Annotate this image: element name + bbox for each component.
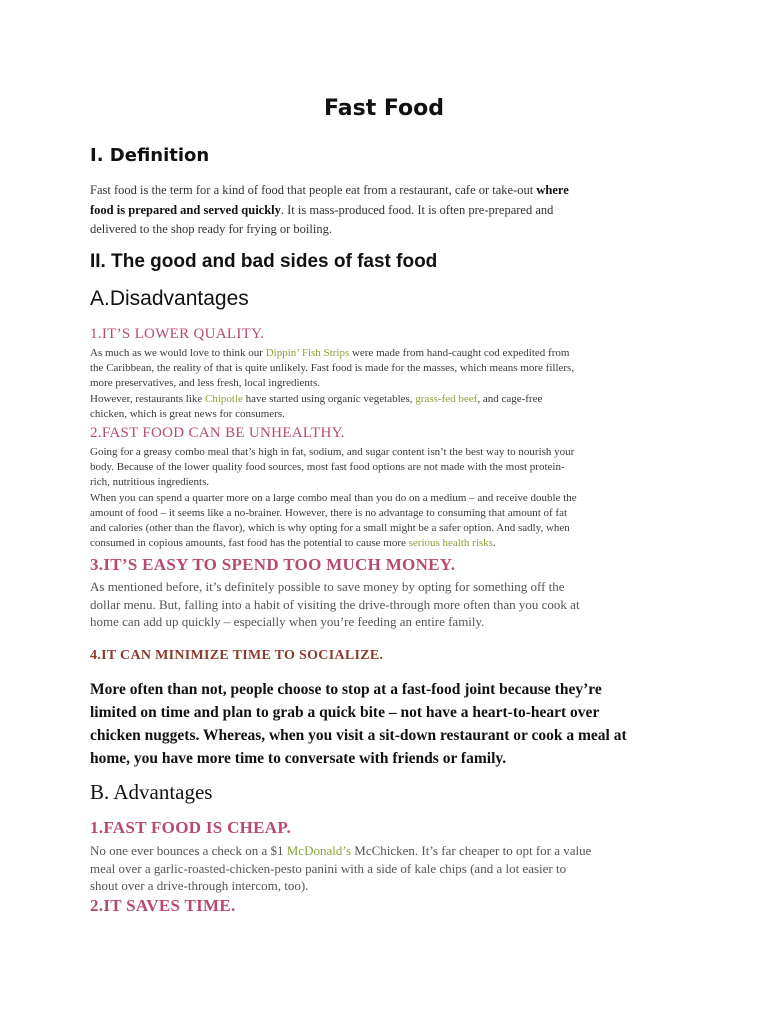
- text-span: No one ever bounces a check on a $1: [90, 843, 287, 858]
- disadvantage-4-title: 4.IT CAN MINIMIZE TIME TO SOCIALIZE.: [90, 648, 384, 663]
- advantage-2-title: 2.IT SAVES TIME.: [90, 896, 236, 915]
- body-line: chicken nuggets. Whereas, when you visit a sit-down restaurant or cook a meal at: [90, 727, 627, 744]
- disadvantage-1-title: 1.IT’S LOWER QUALITY.: [90, 326, 265, 342]
- disadvantage-1-body: [90, 346, 680, 422]
- dippin-fish-strips-link[interactable]: Dippin’ Fish Strips: [265, 347, 350, 359]
- body-line: [90, 536, 680, 551]
- text-span: . It is mass-produced food. It is often pre-prepared and: [280, 202, 554, 217]
- definition-line-1: [90, 181, 680, 201]
- body-line: rich, nutritious ingredients.: [90, 476, 210, 489]
- definition-heading: I. Definition: [90, 145, 210, 166]
- body-line: meal over a garlic-roasted-chicken-pesto panini with a side of kale chips (and a lot easier to: [90, 860, 567, 876]
- body-line: [90, 346, 680, 361]
- text-span: , and cage-free: [477, 392, 543, 405]
- text-span: have started using organic vegetables,: [242, 392, 416, 405]
- text-span: Fast food is the term for a kind of food that people eat from a restaurant, cafe or take-out: [90, 183, 537, 197]
- body-line: home, you have more time to conversate with friends or family.: [90, 750, 507, 767]
- mcdonalds-link[interactable]: McDonald’s: [286, 843, 352, 858]
- advantage-1-body: [90, 842, 680, 895]
- bold-text: where: [536, 183, 569, 197]
- disadvantage-3-body: [90, 578, 680, 631]
- body-line: limited on time and plan to grab a quick bite – not have a heart-to-heart over: [90, 704, 600, 721]
- grass-fed-beef-link[interactable]: grass-fed beef: [415, 392, 478, 405]
- body-line: more preservatives, and less fresh, local ingredients.: [90, 377, 321, 390]
- disadvantage-3-title: 3.IT’S EASY TO SPEND TOO MUCH MONEY.: [90, 555, 456, 574]
- body-line: When you can spend a quarter more on a large combo meal than you do on a medium – and receive double the: [90, 491, 577, 504]
- body-line: As mentioned before, it’s definitely possible to save money by opting for something off the: [90, 579, 565, 594]
- bold-text: food is prepared and served quickly: [90, 202, 281, 217]
- advantage-1-title: 1.FAST FOOD IS CHEAP.: [90, 818, 292, 837]
- body-line: the Caribbean, the reality of that is quite unlikely. Fast food is made for the masses, which means more fillers,: [90, 362, 575, 375]
- section-2-heading: II. The good and bad sides of fast food: [90, 251, 438, 272]
- text-span: As much as we would love to think our: [90, 347, 266, 359]
- serious-health-risks-link[interactable]: serious health risks: [408, 537, 493, 550]
- advantages-heading: B. Advantages: [90, 780, 213, 804]
- body-line: shout over a drive-through intercom, too).: [90, 878, 309, 893]
- text-span: However, restaurants like: [90, 392, 206, 405]
- text-span: .: [492, 537, 496, 550]
- body-line: and calories (other than the flavor), which is why opting for a small might be a safer option. And sadly, when: [90, 522, 570, 535]
- disadvantage-4-body: [90, 678, 680, 770]
- definition-line-3: delivered to the shop ready for frying or boiling.: [90, 222, 332, 236]
- chipotle-link[interactable]: Chipotle: [205, 392, 243, 405]
- body-line: dollar menu. But, falling into a habit of visiting the drive-through more often than you cook at: [90, 596, 580, 612]
- disadvantage-2-title: 2.FAST FOOD CAN BE UNHEALTHY.: [90, 425, 345, 441]
- body-line: amount of food – it seems like a no-brainer. However, there is no advantage to consuming that amount of fat: [90, 506, 568, 519]
- body-line: body. Because of the lower quality food sources, most fast food options are not made with the most protein-: [90, 461, 565, 474]
- disadvantage-2-body: [90, 445, 680, 551]
- body-line: chicken, which is great news for consumers.: [90, 407, 285, 420]
- text-span: McChicken. It’s far cheaper to opt for a value: [351, 843, 592, 858]
- body-line: More often than not, people choose to stop at a fast-food joint because they’re: [90, 681, 602, 698]
- body-line: Going for a greasy combo meal that’s high in fat, sodium, and sugar content isn’t the best way to nourish your: [90, 446, 575, 458]
- text-span: consumed in copious amounts, fast food has the potential to cause more: [90, 537, 409, 550]
- body-line: [90, 842, 680, 860]
- definition-paragraph: [90, 181, 680, 240]
- body-line: home can add up quickly – especially when you’re feeding an entire family.: [90, 614, 485, 629]
- text-span: were made from hand-caught cod expedited from: [349, 347, 570, 359]
- body-line: [90, 392, 680, 407]
- definition-line-2: [90, 201, 680, 221]
- disadvantages-heading: A.Disadvantages: [90, 287, 249, 310]
- document-title: Fast Food: [324, 96, 444, 121]
